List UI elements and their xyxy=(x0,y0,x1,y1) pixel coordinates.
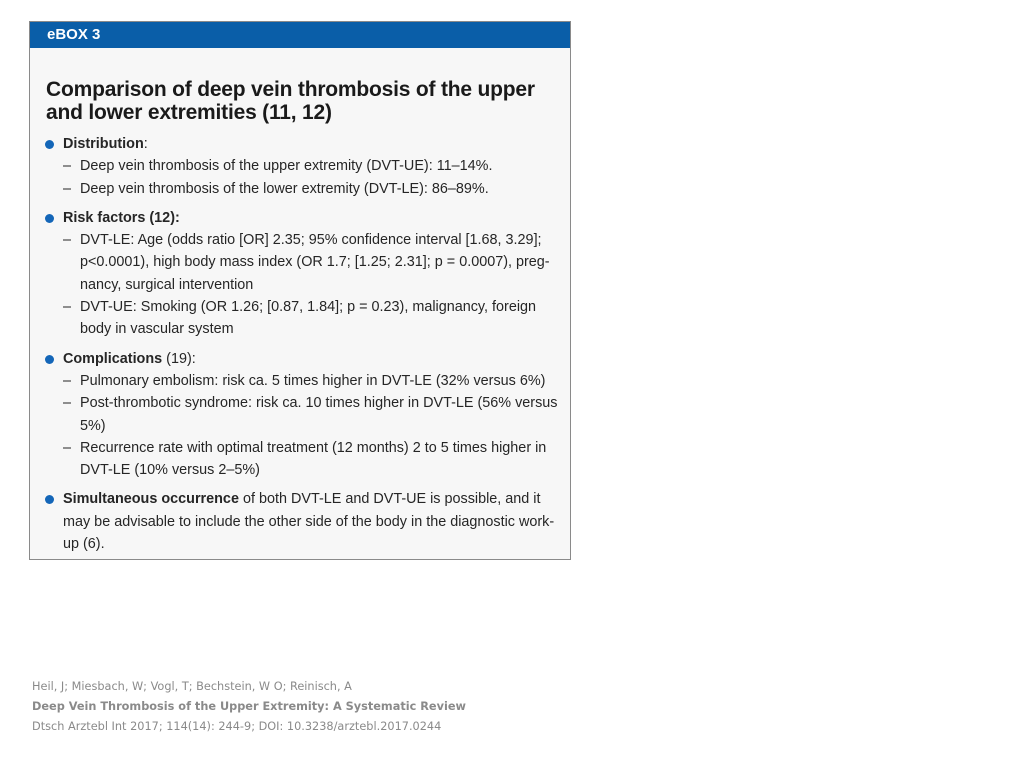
section-items xyxy=(63,229,562,340)
section-heading xyxy=(63,207,562,229)
ebox-panel xyxy=(29,21,571,560)
section-items xyxy=(63,370,562,481)
section-paragraph xyxy=(63,488,562,555)
citation-title: Deep Vein Thrombosis of the Upper Extremity: A Systematic Review xyxy=(32,700,466,713)
citation-source: Dtsch Arztebl Int 2017; 114(14): 244-9; DOI: 10.3238/arztebl.2017.0244 xyxy=(32,720,442,733)
section-risk-factors xyxy=(42,207,562,341)
section-heading-suffix: (12): xyxy=(145,209,180,226)
list-item xyxy=(63,155,562,177)
dash-icon: – xyxy=(63,232,72,249)
list-item xyxy=(63,437,562,482)
dash-icon: – xyxy=(63,439,72,456)
citation-authors: Heil, J; Miesbach, W; Vogl, T; Bechstein, W O; Reinisch, A xyxy=(32,680,352,693)
list-item xyxy=(63,392,562,437)
sections-list xyxy=(42,133,562,555)
list-item-text: DVT-LE: Age (odds ratio [OR] 2.35; 95% confidence interval [1.68, 3.29]; p<0.0001), high body mass index (OR 1.7; [1.25; 2.31]; p = 0.0007), preg-nancy, surgical intervention xyxy=(80,232,550,293)
dash-icon: – xyxy=(63,395,72,412)
section-simultaneous-occurrence xyxy=(42,488,562,555)
bullet-dot-icon xyxy=(45,355,54,364)
section-heading xyxy=(63,133,562,155)
list-item-text: Deep vein thrombosis of the upper extremity (DVT-UE): 11–14%. xyxy=(80,158,493,175)
dash-icon: – xyxy=(63,372,72,389)
bullet-dot-icon xyxy=(45,495,54,504)
dash-icon: – xyxy=(63,158,72,175)
section-text: of both DVT-LE and DVT-UE is possible, and it may be advisable to include the other side of the body in the diagnostic work-up (6). xyxy=(63,491,555,553)
section-heading-bold: Risk factors xyxy=(63,209,146,226)
ebox-label: eBOX 3 xyxy=(30,22,570,48)
section-heading xyxy=(63,348,562,370)
section-heading-suffix: : xyxy=(143,136,148,152)
section-distribution xyxy=(42,133,562,200)
list-item xyxy=(63,178,562,200)
section-heading-suffix: (19): xyxy=(162,350,196,367)
section-heading-bold: Complications xyxy=(63,350,163,367)
citation-block xyxy=(32,677,466,737)
list-item-text: Deep vein thrombosis of the lower extremity (DVT-LE): 86–89%. xyxy=(80,180,489,197)
bullet-dot-icon xyxy=(45,140,54,149)
box-title: Comparison of deep vein thrombosis of the upper and lower extremities (11, 12) xyxy=(46,78,535,124)
list-item xyxy=(63,229,562,296)
list-item xyxy=(63,296,562,341)
section-complications xyxy=(42,348,562,482)
section-heading-bold: Distribution xyxy=(63,136,144,152)
dash-icon: – xyxy=(63,180,72,197)
bullet-dot-icon xyxy=(45,214,54,223)
section-heading-bold: Simultaneous occurrence xyxy=(63,491,239,508)
list-item-text: Pulmonary embolism: risk ca. 5 times higher in DVT-LE (32% versus 6%) xyxy=(80,372,546,389)
section-items xyxy=(63,155,562,200)
dash-icon: – xyxy=(63,299,72,316)
list-item-text: DVT-UE: Smoking (OR 1.26; [0.87, 1.84]; p = 0.23), malignancy, foreign body in vascular system xyxy=(80,299,537,338)
list-item-text: Post-thrombotic syndrome: risk ca. 10 times higher in DVT-LE (56% versus 5%) xyxy=(80,395,558,434)
list-item-text: Recurrence rate with optimal treatment (12 months) 2 to 5 times higher in DVT-LE (10% versus 2–5%) xyxy=(80,439,547,479)
list-item xyxy=(63,370,562,392)
